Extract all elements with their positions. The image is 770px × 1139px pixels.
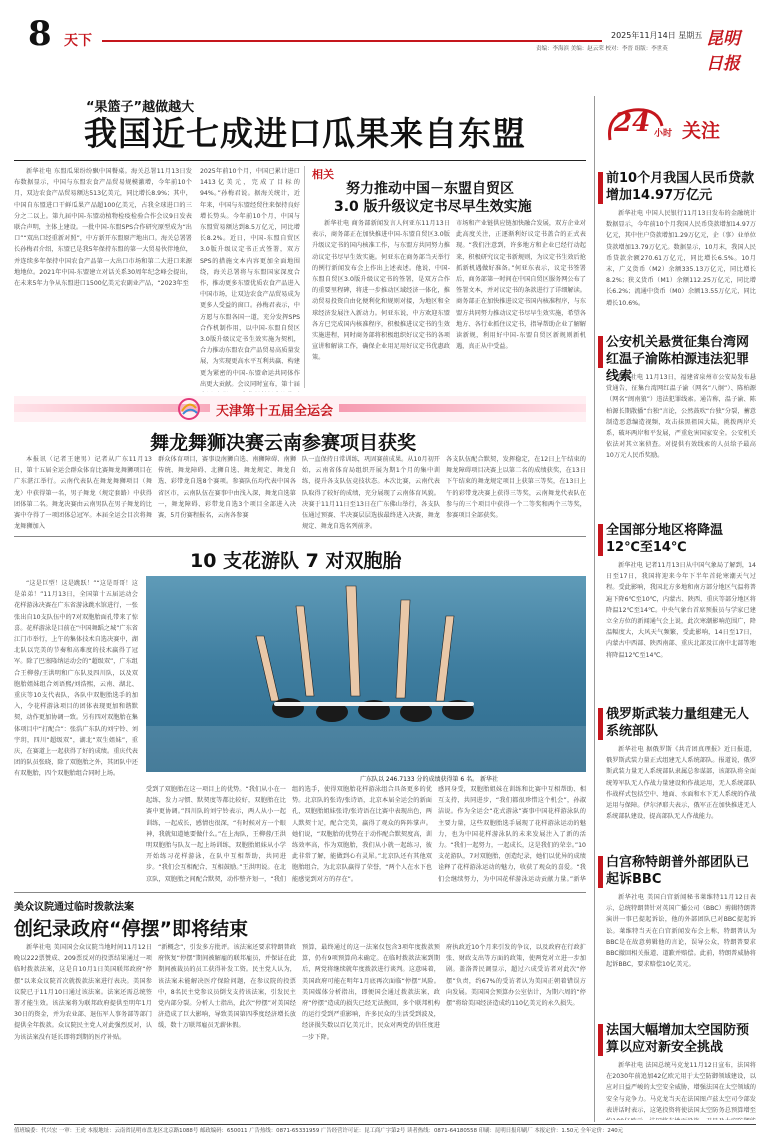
us-col2-text: “新概念”，引发多方批评。该法案还要求特朗普政府恢复“停摆”期间被解雇的联邦雇员，并保证在此期间被裁员的员工获得补发工资。民主党人认为，该法案未能解决医疗保险问题，在参议院的投票中，8名民主党参议员倒戈支持该法案，引发民主党内部分裂。分析人士指出，此次“停摆”对美国经济造成了巨大影响，导致美国第四季度经济增长放缓，数十万联邦雇员无薪休假。 <box>158 944 296 1030</box>
us-col3 <box>302 942 440 1120</box>
lead-divider <box>304 166 305 388</box>
sidebar-item-4-body <box>606 744 756 846</box>
sidebar-logo-unit: 小时 <box>654 129 673 139</box>
us-col1 <box>14 942 152 1120</box>
swim-col4-text: 感同身受，双胞胎姐妹在训练和比赛中互相帮助、相互支持，共同进步，“我们都很珍惜这个机会”，孙淑洁说。作为全运会“花式游泳”赛事中国花样游泳队的主要力量，这些双胞胎选手展现了花样游泳运动的魅力，也为中国花样游泳队的未来发展注入了新的活力。“我们一起努力，一起成长，这是我们的荣幸。”10支花游队，7对双胞胎，创造纪录，她们以优异的成绩诠释了花样游泳运动的魅力，收获了观众的喜爱。“我们会继续努力，为中国花样游泳运动贡献力量。”新华 <box>438 786 586 883</box>
games-col2-text: 群众体育项目，赛事设南狮自选、南狮障碍、南狮传统、舞龙障碍、北狮自选、舞龙规定、舞龙自选、彩带龙自选8个赛项。参赛队伍均代表中国各省区市，云南队伍在赛事中由浅入深，舞龙自选第一，舞龙障碍、彩带龙自选3个项目全部进入决赛，5月份赛程报名，云南各参赛 <box>158 456 296 520</box>
us-headline: 创纪录政府“停摆”即将结束 <box>14 918 248 940</box>
sidebar-bar-1 <box>598 172 603 204</box>
sidebar-item-1-title: 前10个月我国人民币贷款增加14.97万亿元 <box>606 171 755 203</box>
sidebar-item-6-text: 新华社电 法国总统马克龙11月12日宣布，法国将在2030年前追加42亿欧元用于太空防御领域建设，以应对日益严峻的太空安全威胁，增强法国在太空领域的安全与竞争力。马克龙当天在法国图卢兹太空司令部发表讲话时表示，这笔投资将使法国太空防务总预算增至 <box>606 1062 756 1114</box>
swimmers-figure-icon <box>146 576 586 772</box>
related-col1 <box>312 218 450 388</box>
related-col2-text: 市场和产业链供应链加快融合发展，双方企业对此高度关注，正逐渐利好议定书盖合的正式表现。“我们注意到，许多地方和企业已经行动起来，积极研究议定书新规则，为议定书生效后抢抓新机遇做好准备。”何亚东表示，议定书签署后，商务部第一时间在中国自贸区服务网公布了签署文本，并对议定书的条款进行了详细解读。商务部正在加快推进议定书国内核准程序，与东盟方共同努力推动议定书尽早生效实施，希望各地方、各行业抓住议定书，指导帮助企业了解解读新规，利用好中国-东盟自贸区新规则新机遇，真正从中受益。 <box>456 220 586 351</box>
swim-photo-caption: 广东队以 246.7133 分的成绩获得第 6 名。 新华社 <box>360 776 498 783</box>
us-col4-text: 府执政近10个月来引发的争议，以及政府在行政扩张、财政支出等方面的政策，使两党对立进一步加剧。盖洛普民调显示，超过六成受访者对此次“停摆”负责，约67%的受访者认为美国正朝着错误方向发展。美国国会预算办公室估计，为期六周的“停摆”将给美国经济造成约110亿美元的永久损失。 <box>446 944 586 1008</box>
sidebar-item-1-body <box>606 208 756 324</box>
newspaper-logo: 昆明日报 <box>706 29 740 74</box>
swim-rule <box>14 536 586 537</box>
related-title-1: 努力推动中国－东盟自贸区 <box>346 181 514 197</box>
sidebar-item-4-title: 俄罗斯武装力量组建无人系统部队 <box>606 707 750 739</box>
masthead <box>16 14 756 74</box>
lead-rule <box>14 160 586 161</box>
issue-date: 2025年11月14日 星期五 <box>611 31 703 40</box>
us-col1-text: 新华社电 美国国会众议院当地时间11月12日晚以222票赞成、209票反对的投票结果通过一项临时拨款法案，这是自10月1日美国联邦政府“停摆”以来众议院首次就拨款法案进行表决。美国参议院已于11月10日通过该法案。法案还需总统签署才能生效。该法案将为联邦政府提供至明年1月30日的资金，并为农业部、退伍军人事务部等部门提供全年拨款。众议院民主党人对此强烈反对，认为该法案没有延长即将到期的医疗补贴。 <box>14 944 152 1041</box>
sidebar-item-2-text: 新华社电 11月13日，福建省泉州市公安局发布悬赏通告，征集台湾网红温子渝（网名“八炯”）、陈柏源（网名“闽南狼”）违法犯罪线索。通告称，温子渝、陈柏源长期散播“台独”言论，公然鼓吹“台独”分裂，蓄意制造恶意编造视频，攻击抹黑祖国大陆，挑拨两岸关系，破坏两岸和平发展，严重危害国家安全。公安机关依法对其立案侦查。对提供有效线索的人员给予最高10万元人民币奖励。 <box>606 374 756 460</box>
sidebar-bar-5 <box>598 856 603 888</box>
swim-col4 <box>438 784 586 884</box>
swim-col3-text: 组的选手，使得双胞胎花样游泳组合具备更多的优势。北京队的张诗/张诗语，北京本届全运会的新面孔，双胞胎姐妹张诗/张诗语在比赛中表现出色，两人默契十足，配合完美，赢得了观众的阵阵掌声。她们说，“双胞胎的优势在于动作配合默契度高，训练效率高，作为双胞胎，我们从小就一起练习，彼此非常了解，能做到心有灵犀。”北京队还有其他双胞胎组合，为北京队赢得了荣誉，“两个人在水下也能感觉到对方的存在”。 <box>292 786 432 883</box>
related-title-2: 3.0 版升级议定书尽早生效实施 <box>334 199 532 215</box>
games-col4-text: 各支队伍配合默契，发挥稳定，在12日上午结束的舞龙障碍项目决赛上以第二名的成绩获奖，在13日下午结束的舞龙规定项目上获第三等奖，在13日上午的彩带龙决赛上获得三等奖，云南舞龙代表队在参与的三个项目中获得一个二等奖和两个三等奖，参赛项目全部获奖。 <box>446 456 586 520</box>
games-col4 <box>446 454 586 564</box>
swim-col1 <box>14 578 138 884</box>
sidebar-logo-number: 24 <box>614 108 651 138</box>
sidebar-item-2-body <box>606 372 756 510</box>
lead-col1 <box>14 166 192 392</box>
games-col1 <box>14 454 152 564</box>
swim-col1-text: “这是巨型！这是跳跃！”“这是哥哥！这是弟弟！”11月13日，全国第十五届运动会花样游泳决赛在广东省游泳跳水馆进行，一张张出自10支队伍中的7对双胞胎面孔带来了惊喜。花样游泳是目前在“中国舞蹈之城”广东省江门市举行，上午的集体技术自选决赛中，湖北队以完美的节奏和高难度的技术赢得了冠军。除了巴塞隆纳运动会的“超级双”，广东组合王柳蓉/王洪明和广东队及四川队，以及双胞胎姐妹组合刘语熙/刘浩熙，云南、湖北、重庆等10支代表队，各队中双胞胎选手的加入，令花样游泳项目的团体表现更加和谐默契，动作更加协调一致。另有四对双胞胎在集体项目中“打配合”：张浩广东队的刘宁铃、刘宇玥，四川“超级双”，湖北“双生姐妹”，重庆，在赛道上一起获得了好的成绩。重庆代表团的队员张晓，除了双胞胎之外，其团队中还有双胞胎，四个双胞胎组合同时上场。 <box>14 580 138 778</box>
lead-headline: 我国近七成进口瓜果来自东盟 <box>84 114 526 153</box>
swim-col3 <box>292 784 432 884</box>
sidebar-item-5-title: 白宫称特朗普外部团队已起诉BBC <box>606 855 750 887</box>
sidebar-item-3-text: 新华社电 记者11月13日从中国气象局了解到，14日至17日，我国将迎来今年下半年首轮寒潮天气过程。受此影响，我国北方多地和南方部分地区气温将普遍下降6℃至10℃，内蒙古、陕西、重庆等部分地区将降温12℃至14℃。中央气象台首席预报员与学家已建立全方位的新闻通气会上说，此次寒潮影响范围广，降温幅度大，大风天气频繁，受此影响，14日至17日，内蒙古中西部、陕西南部、重庆北部及江南中北部等地将降温12℃至14℃。 <box>606 562 756 659</box>
related-col1-text: 新华社电 商务部新闻发言人何亚东11月13日表示，商务部正在加快推进中国-东盟自贸区3.0版升级议定书的国内核准工作，与东盟方共同努力推动议定书尽早生效实施。何亚东在商务部当天举行的例行新闻发布会上作出上述表述。他说，中国-东盟自贸区3.0版升级议定书的签署，是双方合作的重要里程碑，将进一步推动区域经济一体化，推动贸易投资自由化便利化和规则对接，为地区和全球经济发展注入新动力。何亚东说，中方欢迎东盟各方已完成国内核准程序，积极推进议定书的生效实施进程，同时商务部将积极组织好议定书的各项宣讲和解读工作，确保企业用足用好议定书优惠政策。 <box>312 220 450 362</box>
related-tag: 相关 <box>312 168 334 181</box>
sidebar-item-6-title: 法国大幅增加太空国防预算以应对新安全挑战 <box>606 1023 750 1055</box>
lead-col1-text: 新华社电 东盟瓜果纷纷飘中国餐桌。海关总署11月13日发布数据显示，中国与东盟农食产品贸易规模激增，今年前10个月，双边农食产品贸易额达513亿美元，同比增长8.9%；其中，中国自东盟进口干鲜瓜果产品超100亿美元，占我全球进口的三分之二以上。第九届中国-东盟动植物检疫检验合作会议9日发表联合声明，主体上建设。一批中国-东盟SPS合作研究原型成为“出口”“双出口经重新对照”，中方新开东盟原产地出口。海关总署署长孙梅君介绍，东盟已是我5年保持东盟的第一大贸易伙伴地位，并连续多年保持中国农食产品第一大出口市场和第二大进口来源地地位。2021年中国-东盟建立对话关系30周年纪念峰会提出，在未来5年力争从东盟进口1500亿美元农副业产品，“2023年至 <box>14 168 192 288</box>
sidebar-logo-word: 关注 <box>682 120 721 142</box>
sidebar-bar-3 <box>598 524 603 556</box>
games-logo-icon <box>174 396 204 422</box>
sidebar-bar-6 <box>598 1024 603 1056</box>
sidebar-item-6-body <box>606 1060 756 1120</box>
lead-kicker: “果篮子”越做越大 <box>86 100 195 115</box>
swim-col2 <box>146 784 286 884</box>
sidebar-logo <box>604 104 756 148</box>
swim-col2-text: 受到了双胞胎在这一项目上的优势。“我们从小在一起练，发力习惯、默契度等都比较好，双胞胎在比赛中更协调。”四川队的刘宁铃表示，两人从小一起训练，一起成长，感情也很深，“有时候对方一个眼神，我就知道她要做什么。”在上海队，王柳蓉/王洪明双胞胎与队友一起上场训练，双胞胎姐妹从小学开始练习花样游泳，在队中互相帮助，共同进步。“我们会互相配合，互相鼓励。”王洪明说。在北京队，双胞胎之间配合默契，动作整齐划一，“我们 <box>146 786 286 883</box>
sidebar-item-3-title: 全国部分地区将降温12℃至14℃ <box>606 523 724 555</box>
us-col4 <box>446 942 586 1120</box>
games-headline: 舞龙舞狮决赛云南参赛项目获奖 <box>150 432 417 454</box>
sidebar-item-5-body <box>606 892 756 1012</box>
sidebar-item-1-text: 新华社电 中国人民银行11月13日发布的金融统计数据显示，今年前10个月我国人民币贷款增加14.97万亿元，其中住户贷款增加1.29万亿元，企（事）业单位贷款增加13.79万亿元。数据显示，10月末，我国人民币贷款余额270.61万亿元，同比增长6.5%。10月末，广义货币（M2）余额335.13万亿元，同比增长8.2%；狭义货币（M1）余额112.25万亿元，同比增长6.2%；流通中货币（M0）余额13.55万亿元，同比增长10.6%。 <box>606 210 756 307</box>
related-col2 <box>456 218 586 388</box>
games-col3-text: 队一直保持日常训练，巩固赛前成果。从10月初开始，云南省体育局组织开展为期1个月的集中训练，提升各支队伍竞技状态。本次比赛，云南代表队取得了较好的成绩，充分展现了云南体育风貌。决赛于11月11日至13日在广东佛山举行，各支队伍通过预赛、半决赛层层选拔最终进入决赛，舞龙规定、舞龙自选名列前茅。 <box>302 456 440 531</box>
swim-headline: 10 支花游队 7 对双胞胎 <box>190 550 402 572</box>
sidebar-item-3-body <box>606 560 756 698</box>
us-kicker: 美众议院通过临时拨款法案 <box>14 902 134 913</box>
page-number: 8 <box>28 14 52 54</box>
editor-credits: 责编：李海滨 美编：赵云荣 校对：李晋 组版：李世英 <box>536 46 668 52</box>
swim-photo <box>146 576 586 772</box>
lead-col2-text: 2025年前10个月，中国已累计进口1413亿美元，完成了目标的94%。”孙梅君说。据海关统计，近年来，中国与东盟经贸往来保持良好增长势头。今年前10个月，中国与东盟贸易额达到8.5万亿元，同比增长8.2%。近日，中国-东盟自贸区3.0版升级议定书正式签署，双方SPS的措施文本内容更加全面地围绕，海关总署将与东盟国家深度合作，推动更多东盟优质农食产品进入中国市场，让双边农食产品贸易成为更多人受益的窗口。孙梅君表示，中方愿与东盟各国一道，充分发挥SPS合作机制作用，以中国-东盟自贸区3.0版升级议定书生效实施为契机，合力推动东盟农食产品贸易高质量发展，为实现更高水平互利共赢、构建更为紧密的中国-东盟命运共同体作出更大贡献。会议同时宣布，第十届 <box>200 168 300 388</box>
sidebar-bar-2 <box>598 336 603 368</box>
games-banner-text: 天津第十五届全运会 <box>210 400 339 419</box>
us-col3-text: 预算，最终通过的这一法案仅包含3项年度拨款预算，仍有9项预算尚未确定。在临时拨款法案到期后，两党将继续就年度拨款进行谈判。这意味着，美国政府可能在明年1月底再次面临“停摆”风险。美国媒体分析指出，即便国会通过拨款法案，政府“停摆”造成的损失已经无法挽回，多个联邦机构的运行受到严重影响，许多民众的生活受到波及，经济损失数以百亿美元计，民众对两党的信任度进一步下降。 <box>302 944 440 1041</box>
sidebar-divider <box>594 96 595 1122</box>
footer-info: 值班编委：代兴宏 一审：王虎 本报地址：云南省昆明市盘龙区北京路1088号 邮政编码：650011 广告热线：0871-65331959 广告经营许可证：昆工商广字第2号 读者热线：0871-64180558 印刷：昆明日报印刷厂 本报定价：1.50元 全年定价：240元 <box>14 1128 624 1134</box>
games-banner <box>14 396 586 422</box>
sidebar-item-2-title: 公安机关悬赏征集台湾网红温子渝陈柏源违法犯罪线索 <box>606 335 750 384</box>
footer-rule <box>14 1124 756 1125</box>
sidebar-item-4-text: 新华社电 据俄罗斯《共青团真理报》近日报道，俄罗斯武装力量正式组建无人系统部队。报道说，俄罗斯武装力量无人系统部队隶属总参谋部，该部队将全面统筹军队无人作战力量建设和作战运用，无人系统部队作战样式包括空中、地面、水面和水下无人系统的作战运用与保障。伊尔泽耶夫表示，俄军正在加快推进无人系统部队建设，提高部队无人作战能力。 <box>606 746 756 821</box>
masthead-rule <box>102 40 602 42</box>
section-name: 天下 <box>64 33 92 49</box>
us-rule <box>14 892 586 893</box>
sidebar-bar-4 <box>598 708 603 740</box>
lead-col2 <box>200 166 300 392</box>
games-col1-text: 本报讯（记者王建男）记者从广东11月13日，第十五届全运会群众体育比赛舞龙舞狮项目在广东湛江举行。云南代表队在舞龙舞狮项目（舞龙）中获得第一名，男子舞龙（规定套路）中获得团体第二名。舞龙决赛由云南男队在男子舞龙的比赛中夺得了一项团体总冠军。本届全运会目次将舞龙舞狮加入 <box>14 456 152 531</box>
us-col2 <box>158 942 296 1120</box>
sidebar-item-5-text: 新华社电 美国白宫新闻秘书莱维特11月12日表示，总统特朗普针对英国广播公司（BBC）剪辑特朗普演讲一事已提起诉讼，他的外部团队已对BBC提起诉讼。莱维特当天在白宫新闻发布会上称，特朗普认为BBC是在故意剪辑他的言论，误导公众，特朗普要求BBC撤回相关报道、道歉并赔偿。此前，特朗普威胁将起诉BBC，要求赔偿10亿美元。 <box>606 894 756 969</box>
